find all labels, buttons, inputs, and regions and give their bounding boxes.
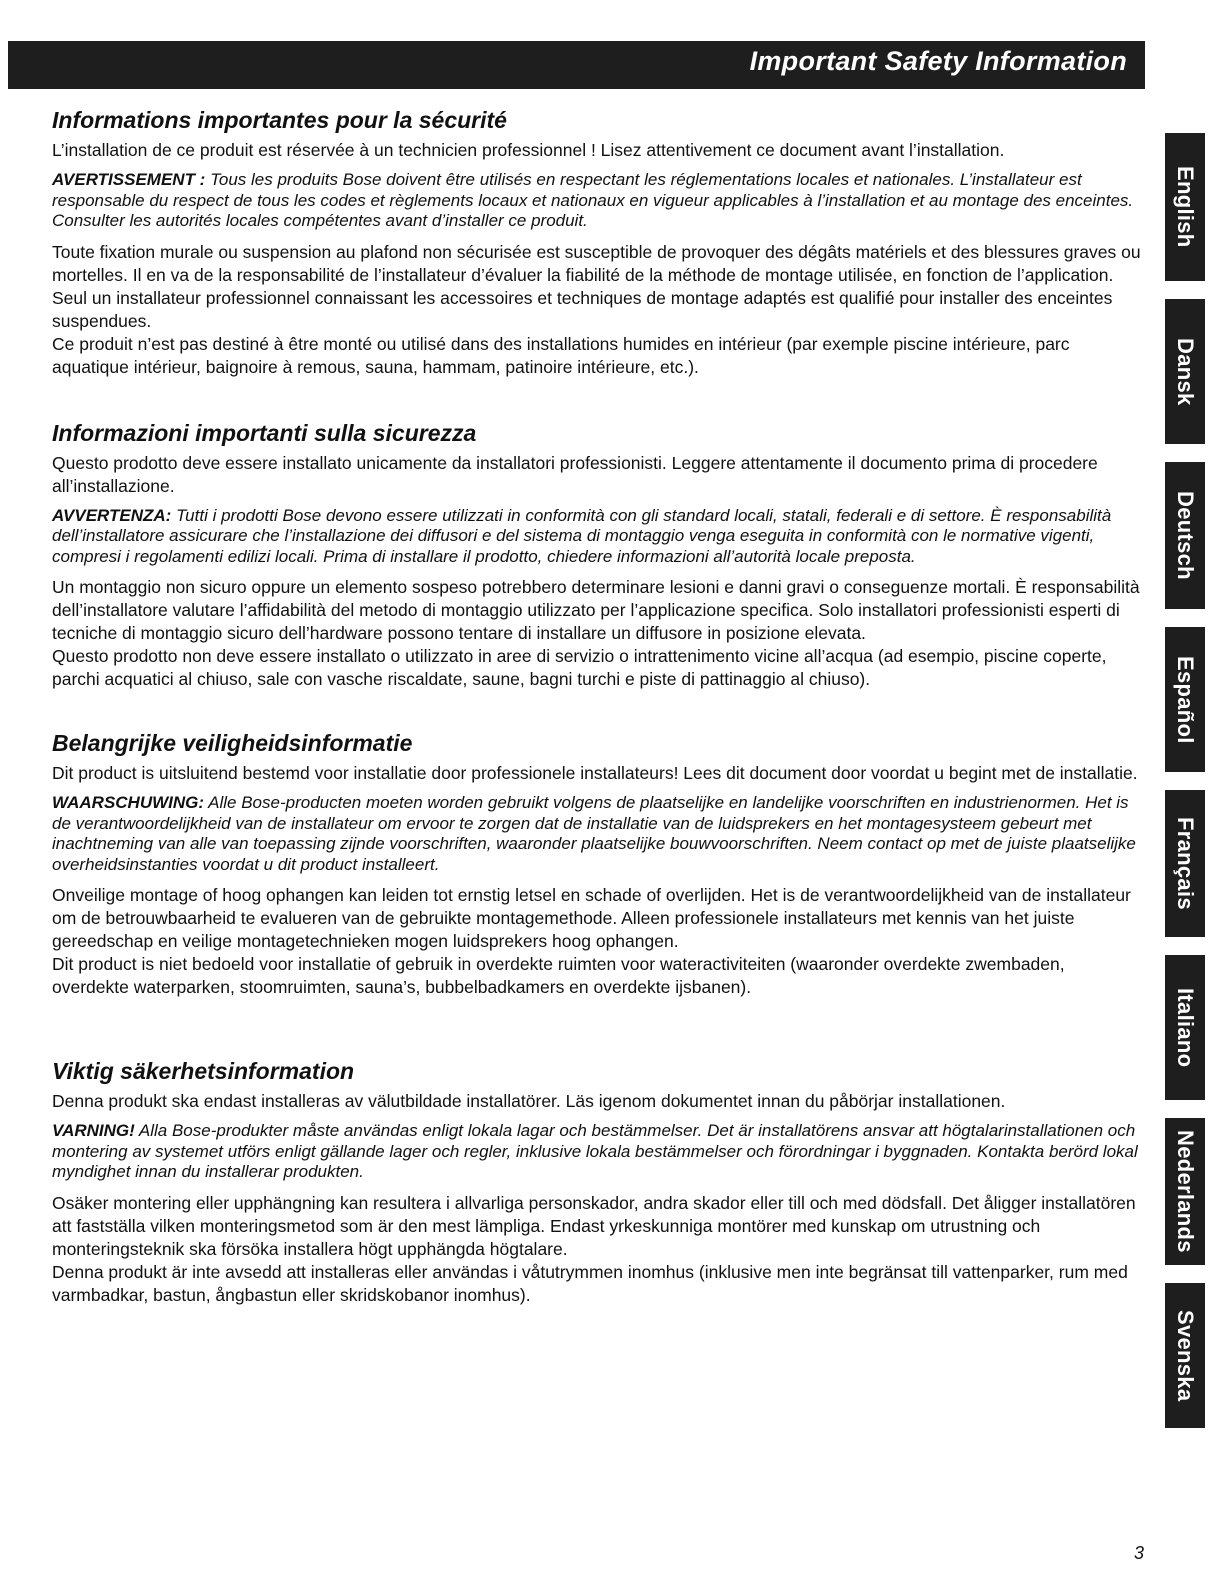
tab-francais[interactable] bbox=[1165, 790, 1205, 937]
tab-dansk[interactable] bbox=[1165, 299, 1205, 444]
tab-label: Dansk bbox=[1173, 337, 1198, 406]
warning-label: WAARSCHUWING: bbox=[52, 793, 205, 812]
tab-italiano[interactable] bbox=[1165, 955, 1205, 1100]
section-swedish bbox=[52, 1057, 1142, 1307]
warning-paragraph bbox=[52, 793, 1142, 875]
warning-paragraph bbox=[52, 1121, 1142, 1183]
body-paragraph: Toute fixation murale ou suspension au plafond non sécurisée est susceptible de provoquer des dégâts matériels et des blessures graves ou mortelles. Il en va de la responsabilité de l’installateur d’évaluer la fiabilité de la méthode de montage utilisée, en fonction de l’application. Seul un installateur professionnel connaissant les accessoires et techniques de montage adaptés est qualifié pour installer des enceintes suspendues. bbox=[52, 241, 1141, 331]
section-italian bbox=[52, 419, 1142, 692]
section-intro: Questo prodotto deve essere installato unicamente da installatori professionisti. Leggere attentamente il documento prima di procedere all’installazione. bbox=[52, 452, 1098, 496]
section-french bbox=[52, 106, 1142, 379]
tab-label: Nederlands bbox=[1173, 1130, 1198, 1253]
tab-label: Español bbox=[1173, 655, 1198, 744]
warning-paragraph bbox=[52, 506, 1142, 568]
main-content bbox=[52, 106, 1142, 1307]
tab-english[interactable] bbox=[1165, 133, 1205, 281]
body-paragraph: Questo prodotto non deve essere installato o utilizzato in aree di servizio o intrattenimento vicine all’acqua (ad esempio, piscine coperte, parchi acquatici al chiuso, sale con vasche riscaldate, saune, bagni turchi e piste di pattinaggio al chiuso). bbox=[52, 646, 1107, 689]
body-paragraph: Un montaggio non sicuro oppure un elemento sospeso potrebbero determinare lesioni e danni gravi o conseguenze mortali. È responsabilità dell’installatore valutare l’affidabilità del metodo di montaggio utilizzato per l’applicazione specifica. Solo installatori professionisti esperti di tecniche di montaggio sicuro dell’hardware possono tentare di installare un diffusore in posizione elevata. bbox=[52, 577, 1140, 643]
section-intro: L’installation de ce produit est réservée à un technicien professionnel ! Lisez attentivement ce document avant l’installation. bbox=[52, 140, 1005, 160]
tab-svenska[interactable] bbox=[1165, 1283, 1205, 1428]
section-intro: Denna produkt ska endast installeras av välutbildade installatörer. Läs igenom dokumentet innan du påbörjar installationen. bbox=[52, 1091, 1006, 1111]
body-paragraph: Dit product is niet bedoeld voor installatie of gebruik in overdekte ruimten voor wateractiviteiten (waaronder overdekte zwembaden, overdekte waterparken, stoomruimten, sauna’s, bubbelbadkamers en overdekte ijsbanen). bbox=[52, 954, 1065, 997]
body-paragraph: Onveilige montage of hoog ophangen kan leiden tot ernstig letsel en schade of overlijden. Het is de verantwoordelijkheid van de installateur om de betrouwbaarheid te evalueren van de gebruikte montagemethode. Alleen professionele installateurs met kennis van het juiste gereedschap en veilige montagetechnieken mogen luidsprekers hoog ophangen. bbox=[52, 885, 1131, 951]
section-title: Viktig säkerhetsinformation bbox=[52, 1058, 355, 1084]
warning-text: Tous les produits Bose doivent être utilisés en respectant les réglementations locales et nationales. L’installateur est responsable du respect de tous les codes et règlements locaux et nationaux en vigueur applicables à l’installation et au montage des enceintes. Consulter les autorités locales compétentes avant d’installer ce produit. bbox=[52, 170, 1134, 230]
warning-paragraph bbox=[52, 170, 1142, 232]
warning-text: Tutti i prodotti Bose devono essere utilizzati in conformità con gli standard locali, statali, federali e di settore. È responsabilità dell’installatore assicurare che l’installazione dei diffusori e del sistema di montaggio venga eseguita in conformità con le normative vigenti, compresi i regolamenti edilizi locali. Prima di installare il prodotto, chiedere informazioni all’autorità locale preposta. bbox=[52, 505, 1112, 566]
tab-label: Italiano bbox=[1173, 987, 1198, 1068]
section-title: Informazioni importanti sulla sicurezza bbox=[52, 419, 477, 446]
warning-label: AVERTISSEMENT : bbox=[52, 170, 206, 189]
page-number: 3 bbox=[1134, 1543, 1145, 1563]
section-title: Informations importantes pour la sécurité bbox=[52, 107, 507, 133]
section-intro: Dit product is uitsluitend bestemd voor installatie door professionele installateurs! Lees dit document door voordat u begint met de installatie. bbox=[52, 763, 1138, 783]
page-title: Important Safety Information bbox=[749, 46, 1127, 76]
section-title: Belangrijke veiligheidsinformatie bbox=[52, 730, 413, 756]
tab-espanol[interactable] bbox=[1165, 627, 1205, 772]
warning-label: AVVERTENZA: bbox=[52, 505, 172, 525]
warning-text: Alla Bose-produkter måste användas enligt lokala lagar och bestämmelser. Det är installatörens ansvar att högtalarinstallationen och montering av systemet utförs enligt gällande lager och regler, inklusive lokala bestämmelser och förordningar i byggnaden. Kontakta berörd lokal myndighet innan du installerar produkten. bbox=[52, 1121, 1138, 1181]
warning-label: VARNING! bbox=[52, 1121, 135, 1140]
header-bar bbox=[8, 41, 1145, 89]
tab-label: Svenska bbox=[1173, 1309, 1198, 1402]
tab-label: Deutsch bbox=[1173, 491, 1198, 580]
body-paragraph: Denna produkt är inte avsedd att installeras eller användas i våtutrymmen inomhus (inklusive men inte begränsat till vattenparker, rum med varmbadkar, bastun, ångbastun eller skridskobanor inomhus). bbox=[52, 1261, 1128, 1305]
tab-label: English bbox=[1173, 166, 1198, 248]
body-paragraph: Osäker montering eller upphängning kan resultera i allvarliga personskador, andra skador eller till och med dödsfall. Det åligger installatören att fastställa vilken monteringsmetod som är den mest lämpliga. Endast yrkeskunniga montörer med kunskap om utrustning och monteringsteknik ska försöka installera högt upphängda högtalare. bbox=[52, 1192, 1136, 1259]
tab-deutsch[interactable] bbox=[1165, 462, 1205, 609]
tab-label: Français bbox=[1173, 817, 1198, 910]
warning-text: Alle Bose-producten moeten worden gebruikt volgens de plaatselijke en landelijke voorschriften en industrienormen. Het is de verantwoordelijkheid van de installateur om ervoor te zorgen dat de installatie van de luidsprekers en het montagesysteem gebeurt met inachtneming van alle van toepassing zijnde voorschriften, waaronder plaatselijke bouwvoorschriften. Neem contact op met de juiste plaatselijke overheidsinstanties voordat u dit product installeert. bbox=[52, 793, 1136, 874]
tab-nederlands[interactable] bbox=[1165, 1118, 1205, 1265]
body-paragraph: Ce produit n’est pas destiné à être monté ou utilisé dans des installations humides en intérieur (par exemple piscine intérieure, parc aquatique intérieur, baignoire à remous, sauna, hammam, patinoire intérieure, etc.). bbox=[52, 333, 1070, 377]
section-dutch bbox=[52, 729, 1142, 999]
